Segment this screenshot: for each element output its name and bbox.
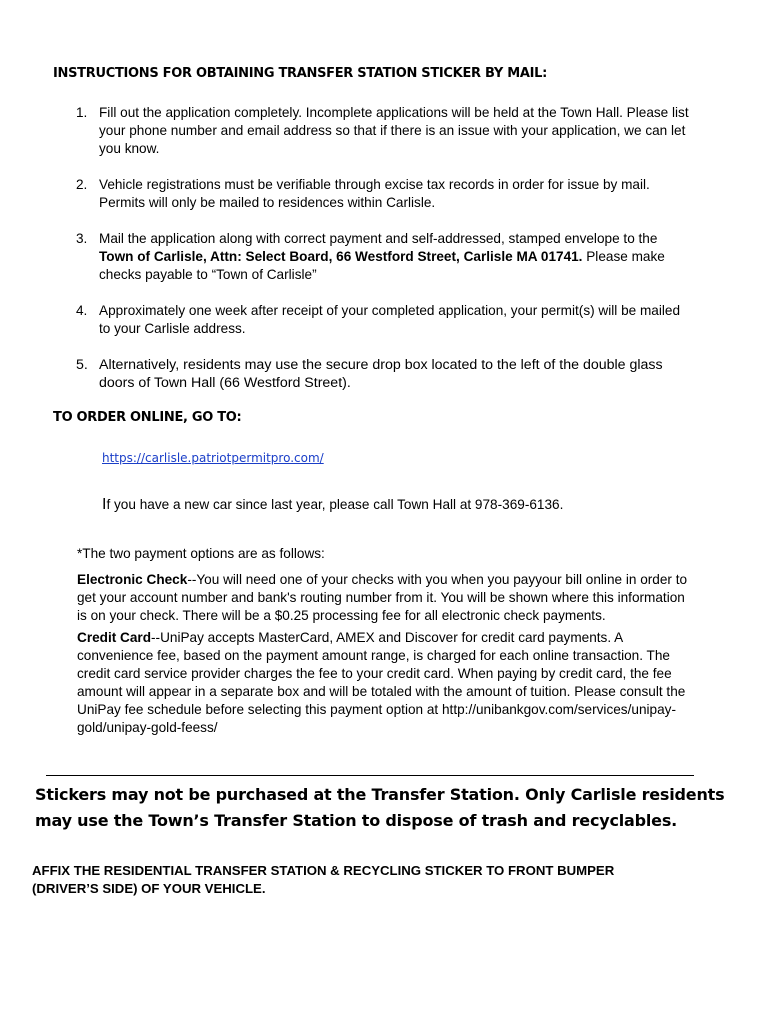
electronic-check-text: --You will need one of your checks with you when you payyour bill online in order to get your account number and bank's routing number from it. You will be shown where this information is on your check. There will be a $0.25 processing fee for all electronic check payments. [77, 572, 688, 623]
divider [46, 775, 694, 776]
transfer-station-notice: Stickers may not be purchased at the Transfer Station. Only Carlisle residents may use the Town’s Transfer Station to dispose of trash and recyclables. [35, 785, 725, 830]
step-number: 3. [76, 231, 88, 246]
step-number: 5. [76, 357, 88, 373]
list-item [74, 230, 694, 284]
step-number: 2. [76, 177, 88, 192]
step-number: 1. [76, 105, 88, 120]
credit-card-paragraph [77, 629, 693, 737]
list-item [74, 176, 694, 212]
payment-options [77, 545, 693, 741]
list-item [74, 104, 694, 158]
step-number: 4. [76, 303, 88, 318]
mail-instructions-heading: INSTRUCTIONS FOR OBTAINING TRANSFER STATION STICKER BY MAIL: [53, 66, 548, 81]
list-item [74, 356, 694, 392]
new-car-text: f you have a new car since last year, please call Town Hall at 978-369-6136. [106, 497, 564, 512]
mail-steps-list [74, 104, 694, 392]
credit-card-text: --UniPay accepts MasterCard, AMEX and Discover for credit card payments. A convenience fee, based on the payment amount range, is charged for each online transaction. The credit card service provider charges the fee to your credit card. When paying by credit card, the fee amount will appear in a separate box and will be totaled with the amount of tuition. Please consult the UniPay fee schedule before selecting this payment option at http://unibankgov.com/services/unipay-gold/unipay-gold-feess/ [77, 630, 686, 735]
online-order-heading: TO ORDER ONLINE, GO TO: [53, 410, 242, 425]
step-text: Mail the application along with correct payment and self-addressed, stamped envelope to the [99, 231, 658, 246]
step-text: Fill out the application completely. Incomplete applications will be held at the Town Hall. Please list your phone number and email address so that if there is an issue with your application, we can let you know. [99, 105, 689, 156]
drop-cap: I [102, 496, 107, 513]
affix-sticker-instruction: AFFIX THE RESIDENTIAL TRANSFER STATION & RECYCLING STICKER TO FRONT BUMPER (DRIVER’S SIDE) OF YOUR VEHICLE. [32, 863, 615, 896]
credit-card-label: Credit Card [77, 630, 152, 645]
electronic-check-paragraph [77, 571, 693, 625]
mailing-address: Town of Carlisle, Attn: Select Board, 66 Westford Street, Carlisle MA 01741. [99, 249, 583, 264]
new-car-note [102, 496, 563, 514]
list-item [74, 302, 694, 338]
step-text: Vehicle registrations must be verifiable through excise tax records in order for issue by mail. Permits will only be mailed to residences within Carlisle. [99, 177, 650, 210]
online-permit-link[interactable]: https://carlisle.patriotpermitpro.com/ [102, 451, 324, 465]
electronic-check-label: Electronic Check [77, 572, 188, 587]
step-text: Alternatively, residents may use the secure drop box located to the left of the double glass doors of Town Hall (66 Westford Street). [99, 357, 663, 391]
step-text: Please make checks payable to “Town of Carlisle” [99, 249, 665, 282]
step-text: Approximately one week after receipt of your completed application, your permit(s) will be mailed to your Carlisle address. [99, 303, 681, 336]
payment-intro: *The two payment options are as follows: [77, 546, 325, 561]
